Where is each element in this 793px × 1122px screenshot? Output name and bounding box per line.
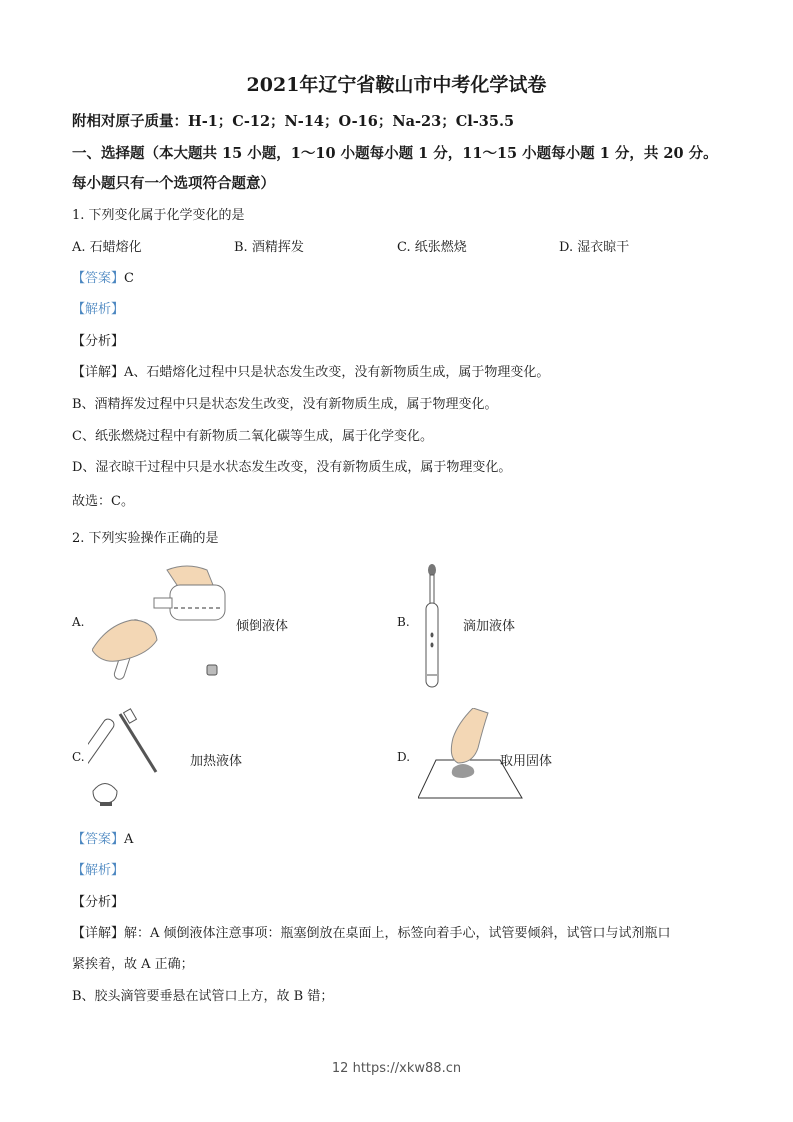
q2-option-b-text: 滴加液体: [463, 619, 516, 634]
answer-tag: 【答案】: [72, 271, 125, 286]
q2-option-d-label: D.: [397, 750, 411, 764]
atomic-mass-line: 附相对原子质量：H-1；C-12；N-14；O-16；Na-23；Cl-35.5: [72, 113, 515, 130]
q2-option-c-text: 加热液体: [190, 754, 243, 769]
q1-option-b: B. 酒精挥发: [234, 240, 304, 255]
q1-detail-line-d: D、湿衣晾干过程中只是水状态发生改变，没有新物质生成，属于物理变化。: [72, 460, 512, 475]
q2-answer: 【答案】A: [72, 832, 134, 847]
q1-option-c: C. 纸张燃烧: [397, 240, 467, 255]
q2-option-a-label: A.: [72, 615, 85, 629]
question-2-stem: 2. 下列实验操作正确的是: [72, 531, 219, 546]
page-footer: 12 https://xkw88.cn: [331, 1061, 462, 1076]
q1-analysis-tag: 【解析】: [72, 302, 125, 317]
q2-fenxi-tag: 【分析】: [72, 895, 125, 910]
heating-liquid-figure: [88, 706, 168, 810]
q1-fenxi-tag: 【分析】: [72, 334, 125, 349]
q1-conclusion: 故选：C。: [72, 494, 134, 509]
q1-detail-line-a: 【详解】A、石蜡熔化过程中只是状态发生改变，没有新物质生成，属于物理变化。: [72, 365, 550, 380]
document-title: 2021年辽宁省鞍山市中考化学试卷: [246, 74, 547, 96]
q2-option-a-text: 倾倒液体: [236, 619, 289, 634]
q2-detail-line-2: 紧挨着，故 A 正确；: [72, 957, 194, 972]
q1-detail-line-b: B、酒精挥发过程中只是状态发生改变，没有新物质生成，属于物理变化。: [72, 397, 498, 412]
answer-tag: 【答案】: [72, 832, 125, 847]
q1-detail-line-c: C、纸张燃烧过程中有新物质二氧化碳等生成，属于化学变化。: [72, 429, 433, 444]
section-heading-line2: 每小题只有一个选项符合题意）: [72, 175, 275, 192]
q2-option-c-label: C.: [72, 750, 85, 764]
q2-detail-line-3: B、胶头滴管要垂悬在试管口上方，故 B 错；: [72, 989, 334, 1004]
q2-option-b-label: B.: [397, 615, 410, 629]
pouring-liquid-figure: [92, 560, 232, 690]
q2-option-d-text: 取用固体: [500, 754, 553, 769]
question-1-stem: 1. 下列变化属于化学变化的是: [72, 208, 245, 223]
q1-option-a: A. 石蜡熔化: [72, 240, 142, 255]
q1-option-d: D. 湿衣晾干: [559, 240, 630, 255]
section-heading-line1: 一、选择题（本大题共 15 小题，1～10 小题每小题 1 分，11～15 小题每小题 1 分，共 20 分。: [72, 145, 718, 162]
q2-detail-line-1: 【详解】解：A 倾倒液体注意事项：瓶塞倒放在桌面上，标签向着手心，试管要倾斜，试管口与试剂瓶口: [72, 926, 671, 941]
q2-analysis-tag: 【解析】: [72, 863, 125, 878]
q1-answer: 【答案】C: [72, 271, 134, 286]
dropper-figure: [420, 563, 444, 691]
